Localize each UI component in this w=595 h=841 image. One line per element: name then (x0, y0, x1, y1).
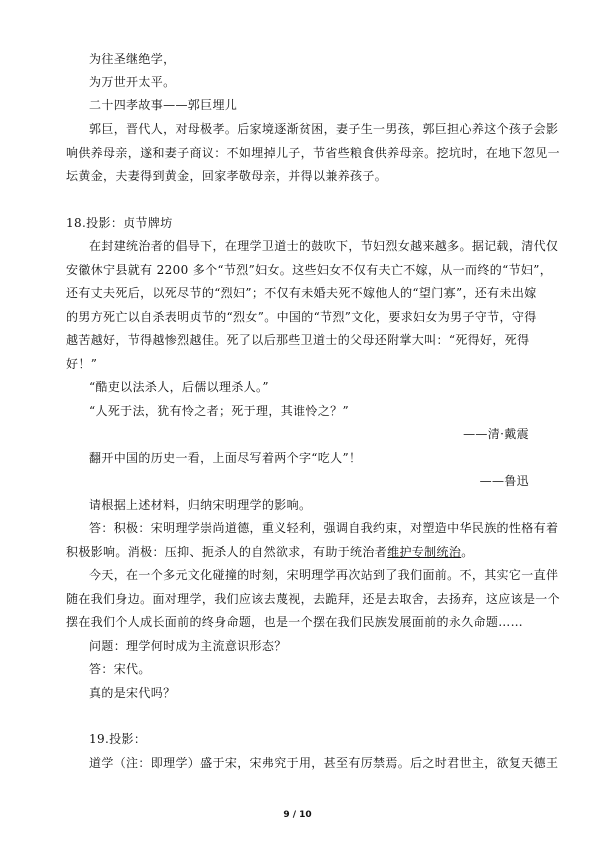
answer-line (66, 544, 474, 560)
underlined-phrase: 维护专制统治 (387, 545, 462, 559)
paragraph-line: 随在我们身边。面对理学，我们应该去蔑视，去跪拜，还是去取舍，去扬弃，这应该是一个 (66, 592, 561, 606)
paragraph-line: 的男方死亡以自杀表明贞节的“烈女”。中国的“节烈”文化，要求妇女为男子守节，守得 (66, 310, 537, 324)
quote-line: “酷吏以法杀人，后儒以理杀人。” (89, 380, 269, 394)
paragraph-line: 响供养母亲，遂和妻子商议：不如埋掉儿子，节省些粮食供养母亲。挖坑时，在地下忽见一 (66, 146, 561, 160)
quote-line: “人死于法，犹有怜之者；死于理，其谁怜之？” (89, 404, 349, 418)
paragraph-line: 越苦越好，节得越惨烈越佳。死了以后那些卫道士的父母还附掌大叫：“死得好，死得 (66, 333, 530, 347)
paragraph-line: 在封建统治者的倡导下，在理学卫道士的鼓吹下，节妇烈女越来越多。据记载，清代仅 (89, 239, 559, 253)
page-number: 9 / 10 (283, 810, 312, 820)
poem-line: 为万世开太平。 (89, 75, 176, 89)
question-line: 请根据上述材料，归纳宋明理学的影响。 (89, 498, 312, 512)
paragraph-line: 还有丈夫死后，以死尽节的“烈妇”；不仅有未婚夫死不嫁他人的“望门寡”，还有未出嫁 (66, 286, 537, 300)
section-heading: 19.投影： (89, 732, 147, 746)
answer-line: 答：积极：宋明理学崇尚道德，重义轻利，强调自我约束，对塑造中华民族的性格有着 (89, 521, 559, 535)
story-title: 二十四孝故事——郭巨埋儿 (89, 98, 238, 112)
paragraph-line: 道学（注：即理学）盛于宋，宋弗究于用，甚至有厉禁焉。后之时君世主，欲复天德王 (89, 756, 559, 770)
answer-text: 积极影响。消极：压抑、扼杀人的自然欲求，有助于统治者 (66, 545, 388, 559)
answer-line: 答：宋代。 (89, 662, 151, 676)
quote-line: 翻开中国的历史一看，上面尽写着两个字“吃人”！ (89, 451, 362, 465)
question-line: 真的是宋代吗？ (89, 686, 176, 700)
paragraph-line: 郭巨，晋代人，对母极孝。后家境逐渐贫困，妻子生一男孩，郭巨担心养这个孩子会影 (89, 122, 559, 136)
paragraph-line: 摆在我们个人成长面前的终身命题，也是一个摆在我们民族发展面前的永久命题…… (66, 615, 523, 629)
poem-line: 为往圣继绝学， (89, 52, 176, 66)
paragraph-line: 好！” (66, 357, 98, 371)
paragraph-line: 安徽休宁县就有 2200 多个“节烈”妇女。这些妇女不仅有夫亡不嫁，从一而终的“节妇”， (66, 263, 553, 277)
question-line: 问题：理学何时成为主流意识形态？ (89, 639, 287, 653)
answer-text-end: 。 (461, 545, 474, 559)
paragraph-line: 今天，在一个多元文化碰撞的时刻，宋明理学再次站到了我们面前。不，其实它一直伴 (89, 568, 559, 582)
section-heading: 18.投影：贞节牌坊 (66, 216, 173, 230)
quote-attribution: ——清·戴震 (463, 427, 529, 441)
quote-attribution: ——鲁迅 (479, 474, 529, 488)
paragraph-line: 坛黄金，夫妻得到黄金，回家孝敬母亲，并得以兼养孩子。 (66, 169, 388, 183)
